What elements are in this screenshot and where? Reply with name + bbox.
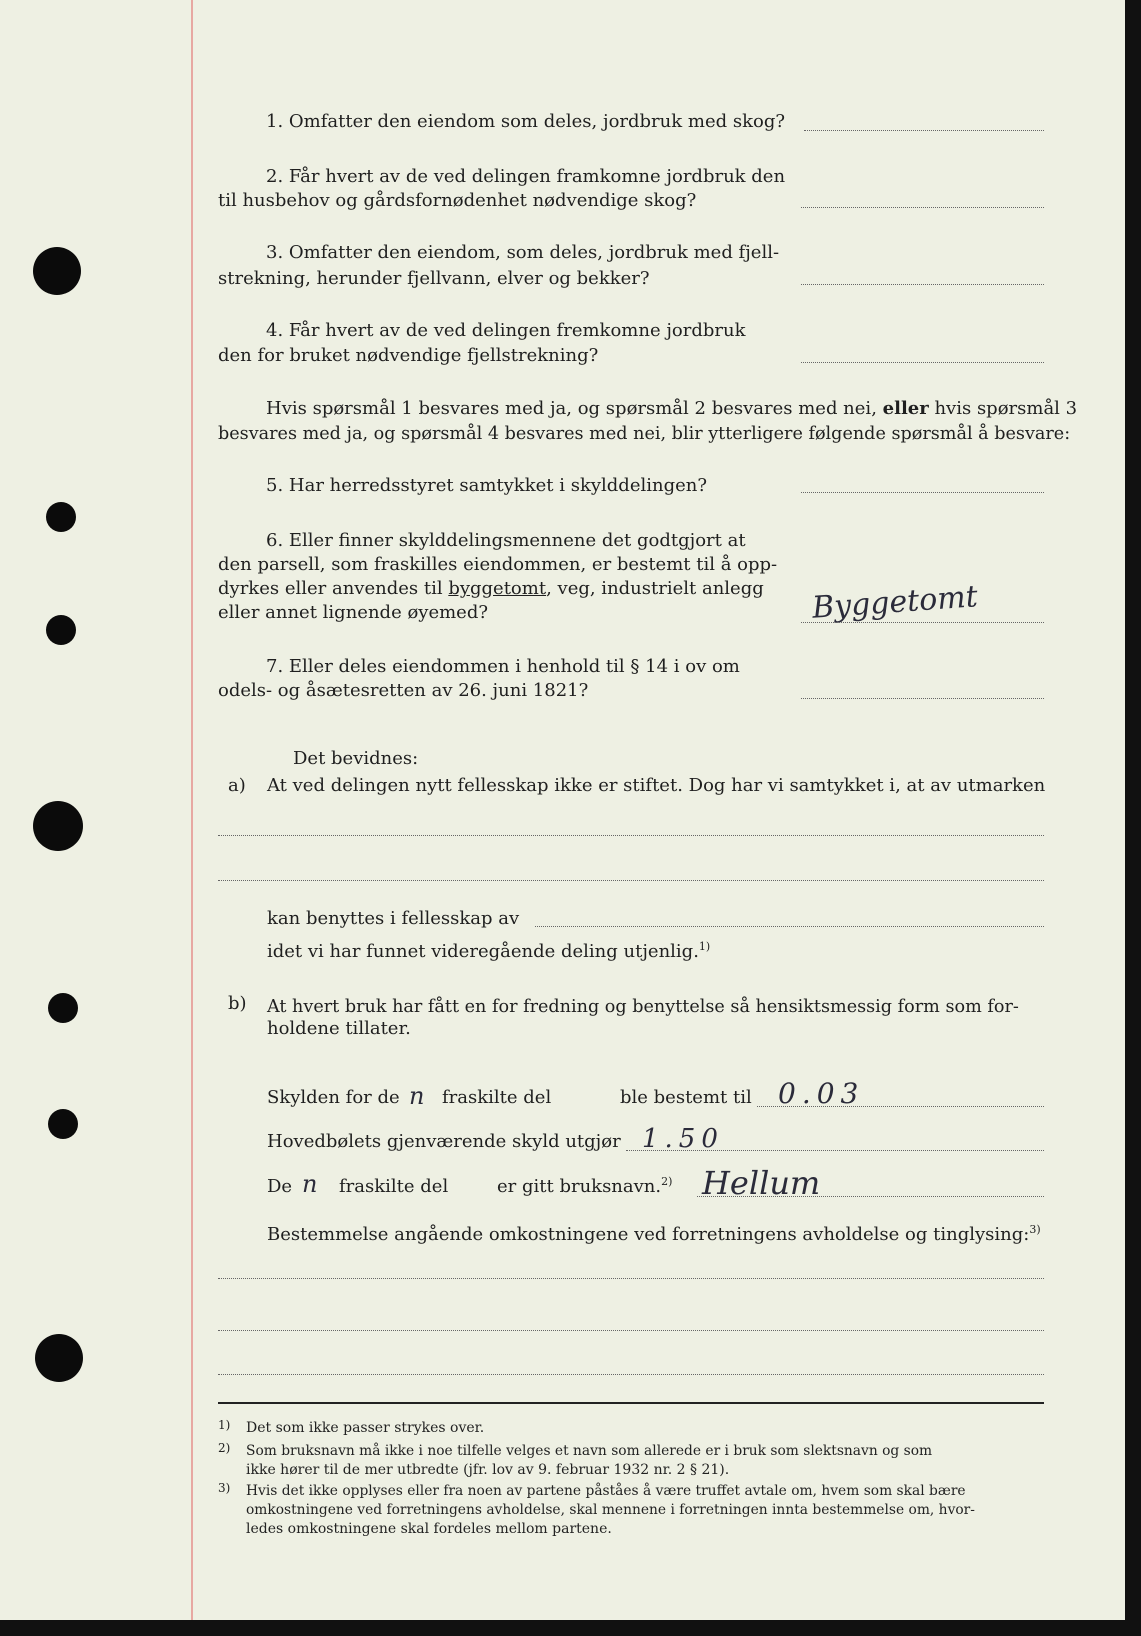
answer-line-2[interactable]	[801, 207, 1044, 208]
punch-hole	[33, 247, 81, 295]
bestemmelse-line-2[interactable]	[218, 1330, 1044, 1331]
skyld-handwriting-n: n	[409, 1082, 425, 1110]
question-6-line-4: eller annet lignende øyemed?	[218, 602, 488, 623]
question-7-line-1: 7. Eller deles eiendommen i henhold til § 14 i ov om	[266, 656, 740, 677]
question-6-text-a: dyrkes eller anvendes til	[218, 578, 443, 599]
bevidnes-heading: Det bevidnes:	[293, 748, 419, 769]
condition-text-a: Hvis spørsmål 1 besvares med ja, og spørsmål 2 besvares med nei,	[266, 398, 877, 419]
footnote-1-text: Det som ikke passer strykes over.	[246, 1420, 485, 1436]
skyld-value: 0.03	[778, 1077, 865, 1110]
utmarken-line-1[interactable]	[218, 835, 1044, 836]
footnote-3-line-3: ledes omkostningene skal fordeles mellom partene.	[246, 1521, 612, 1537]
punch-hole	[46, 615, 76, 645]
question-2-line-2: til husbehov og gårdsfornødenhet nødvendige skog?	[218, 190, 697, 211]
answer-line-5[interactable]	[801, 492, 1044, 493]
hovedbol-value: 1.50	[642, 1124, 724, 1154]
answer-line-6[interactable]	[801, 622, 1044, 623]
condition-line-1	[266, 398, 1077, 420]
skyld-line[interactable]	[757, 1106, 1044, 1107]
item-a-label: a)	[228, 775, 246, 796]
item-b-line-1: At hvert bruk har fått en for fredning og benyttelse så hensiktsmessig form som for-	[267, 997, 1019, 1017]
skyld-text-b: fraskilte del	[442, 1087, 552, 1108]
question-6-line-2: den parsell, som fraskilles eiendommen, er bestemt til å opp-	[218, 554, 778, 575]
footnote-separator	[218, 1402, 1044, 1404]
item-b-line-2: holdene tillater.	[267, 1018, 411, 1039]
punch-hole	[48, 993, 78, 1023]
footnote-ref-3: 3)	[1029, 1223, 1041, 1236]
hovedbol-label: Hovedbølets gjenværende skyld utgjør	[267, 1131, 621, 1152]
answer-line-4[interactable]	[801, 362, 1044, 363]
footnote-1-number: 1)	[218, 1418, 231, 1432]
question-1: 1. Omfatter den eiendom som deles, jordbruk med skog?	[266, 111, 785, 132]
bestemmelse-label: Bestemmelse angående omkostningene ved forretningens avholdelse og tinglysing:	[267, 1224, 1030, 1245]
margin-line	[191, 0, 193, 1620]
skyld-text-c: ble bestemt til	[620, 1087, 752, 1108]
question-6-text-b: , veg, industrielt anlegg	[546, 578, 764, 599]
condition-bold: eller	[882, 398, 929, 419]
question-6-line-3	[218, 578, 764, 600]
bruksnavn-value: Hellum	[702, 1164, 821, 1202]
footnote-ref-2: 2)	[661, 1175, 673, 1188]
condition-text-b: hvis spørsmål 3	[934, 398, 1078, 419]
footnote-2-line-1: Som bruksnavn må ikke i noe tilfelle velges et navn som allerede er i bruk som slektsnavn og som	[246, 1443, 933, 1459]
hovedbol-line[interactable]	[626, 1150, 1044, 1151]
footnote-3-number: 3)	[218, 1481, 231, 1495]
footnote-3-line-2: omkostningene ved forretningens avholdelse, skal mennene i forretningen innta bestemmelse om, hvor-	[246, 1502, 975, 1518]
bruksnavn-handwriting-n: n	[302, 1170, 318, 1198]
bestemmelse-line-3[interactable]	[218, 1374, 1044, 1375]
fellesskap-line[interactable]	[535, 926, 1044, 927]
answer-line-3[interactable]	[801, 284, 1044, 285]
item-b-label: b)	[228, 993, 247, 1014]
question-4-line-1: 4. Får hvert av de ved delingen fremkomne jordbruk	[266, 320, 746, 341]
skyld-text-a: Skylden for de	[267, 1087, 400, 1108]
question-5: 5. Har herredsstyret samtykket i skylddelingen?	[266, 475, 707, 496]
question-3-line-1: 3. Omfatter den eiendom, som deles, jordbruk med fjell-	[266, 242, 780, 263]
condition-line-2: besvares med ja, og spørsmål 4 besvares med nei, blir ytterligere følgende spørsmål å besvare:	[218, 424, 1071, 444]
punch-hole	[48, 1109, 78, 1139]
bruksnavn-text-c	[497, 1176, 672, 1198]
bestemmelse-line-1[interactable]	[218, 1278, 1044, 1279]
bestemmelse-text	[267, 1224, 1041, 1246]
bruksnavn-label: er gitt bruksnavn.	[497, 1176, 662, 1197]
question-6-struck-word: byggetomt	[448, 578, 547, 599]
bruksnavn-text-a: De	[267, 1176, 293, 1197]
punch-hole	[35, 1334, 83, 1382]
question-4-line-2: den for bruket nødvendige fjellstrekning?	[218, 345, 599, 366]
answer-6-handwriting: Byggetomt	[810, 579, 979, 626]
footnote-2-number: 2)	[218, 1441, 231, 1455]
question-3-line-2: strekning, herunder fjellvann, elver og bekker?	[218, 268, 650, 289]
deling-text-main: idet vi har funnet videregående deling utjenlig.	[267, 941, 699, 962]
question-2-line-1: 2. Får hvert av de ved delingen framkomne jordbruk den	[266, 166, 786, 187]
footnote-ref-1: 1)	[698, 940, 711, 953]
punch-hole	[46, 502, 76, 532]
answer-line-1[interactable]	[804, 130, 1044, 131]
footnote-2-line-2: ikke hører til de mer utbredte (jfr. lov av 9. februar 1932 nr. 2 § 21).	[246, 1462, 730, 1478]
utmarken-line-2[interactable]	[218, 880, 1044, 881]
question-6-line-1: 6. Eller finner skylddelingsmennene det godtgjort at	[266, 530, 746, 551]
punch-hole	[33, 801, 83, 851]
footnote-3-line-1: Hvis det ikke opplyses eller fra noen av partene påståes å være truffet avtale om, hvem som skal bære	[246, 1483, 966, 1499]
question-7-line-2: odels- og åsætesretten av 26. juni 1821?	[218, 680, 589, 701]
deling-text	[267, 941, 710, 963]
bruksnavn-text-b: fraskilte del	[339, 1176, 449, 1197]
item-a-text: At ved delingen nytt fellesskap ikke er stiftet. Dog har vi samtykket i, at av utmarken	[267, 775, 1046, 796]
bruksnavn-line[interactable]	[697, 1196, 1044, 1197]
answer-line-7[interactable]	[801, 698, 1044, 699]
fellesskap-label: kan benyttes i fellesskap av	[267, 908, 520, 929]
